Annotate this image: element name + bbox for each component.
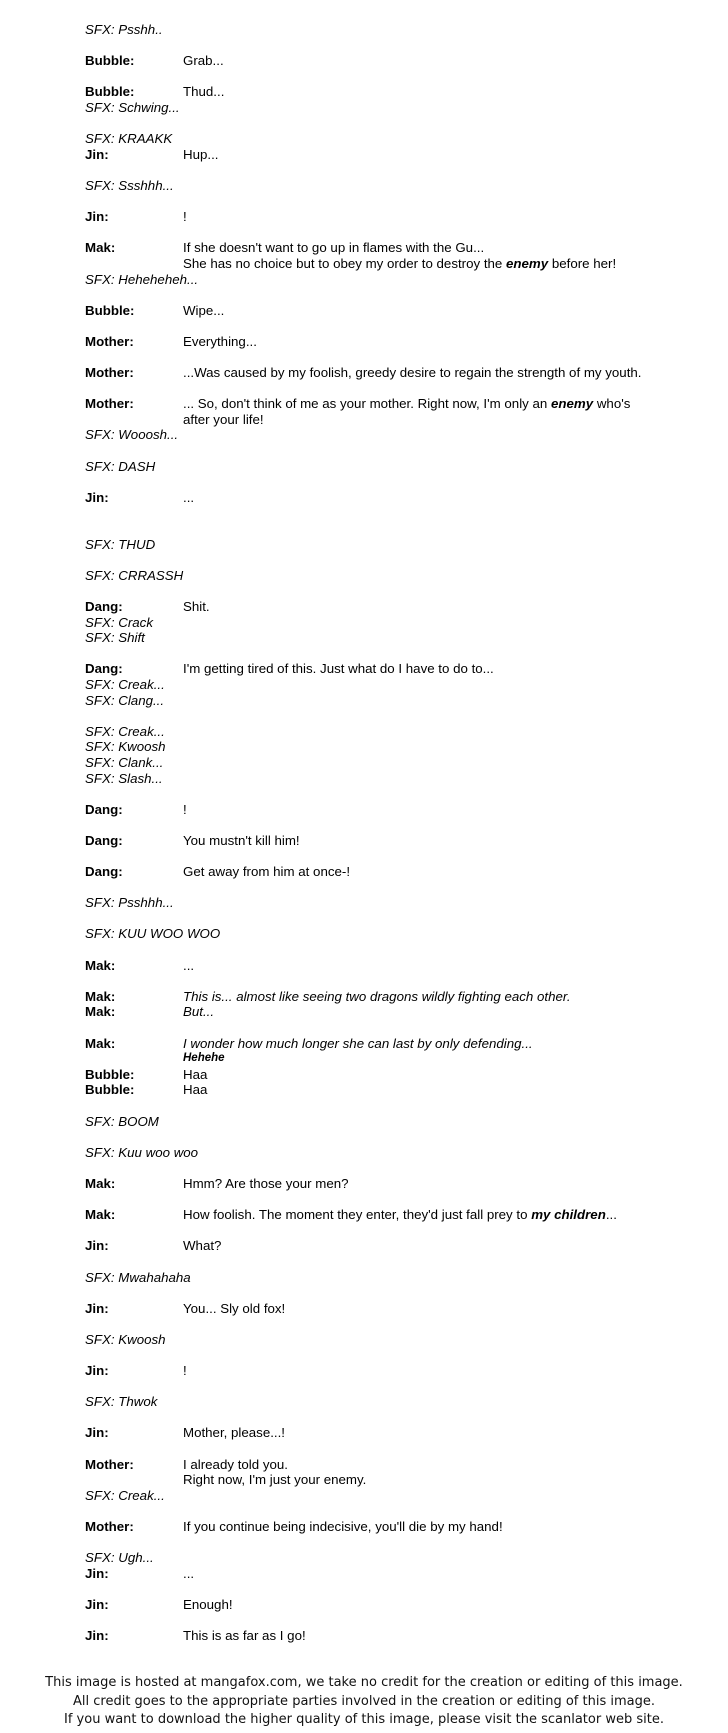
speaker: Dang: <box>85 864 123 880</box>
speaker: Mak: <box>85 240 116 256</box>
disclaimer-line: This image is hosted at mangafox.com, we take no credit for the creation or editing of this image. <box>45 1675 683 1690</box>
dialogue-text: I wonder how much longer she can last by only defending... <box>183 1035 533 1051</box>
speaker: Bubble: <box>85 1066 135 1082</box>
dialogue-text: If she doesn't want to go up in flames with the Gu... <box>183 240 485 256</box>
speaker: Mak: <box>85 988 116 1004</box>
dialogue-line <box>85 989 705 1005</box>
dialogue-line <box>85 864 705 880</box>
dialogue-text <box>183 1207 617 1223</box>
speaker: Bubble: <box>85 1082 135 1098</box>
dialogue-line <box>85 1176 705 1192</box>
speaker: Mak: <box>85 1035 116 1051</box>
speaker: Jin: <box>85 1238 109 1254</box>
sfx-line <box>85 131 705 147</box>
speaker: Dang: <box>85 661 123 677</box>
sfx-text: SFX: Slash... <box>85 770 163 786</box>
speaker: Dang: <box>85 832 123 848</box>
sfx-text: SFX: Crack <box>85 614 153 630</box>
dialogue-text: Mother, please...! <box>183 1425 285 1441</box>
dialogue-line <box>85 661 705 677</box>
laugh-text: Hehehe <box>183 1052 225 1065</box>
dialogue-line <box>85 1238 705 1254</box>
sfx-text: SFX: Kuu woo woo <box>85 1144 199 1160</box>
speaker: Jin: <box>85 1300 109 1316</box>
sfx-text: SFX: Clank... <box>85 754 164 770</box>
dialogue-line <box>85 1457 705 1473</box>
sfx-text: SFX: Psshhh... <box>85 895 174 911</box>
dialogue-line <box>85 396 705 412</box>
sfx-line <box>85 459 705 475</box>
sfx-text: SFX: CRRASSH <box>85 567 184 583</box>
dialogue-text: ! <box>183 1363 187 1379</box>
speaker: Mother: <box>85 396 134 412</box>
speaker: Jin: <box>85 1565 109 1581</box>
sfx-line <box>85 926 705 942</box>
dialogue-text: Hup... <box>183 146 219 162</box>
dialogue-line <box>85 209 705 225</box>
sfx-text: SFX: Kwoosh <box>85 1331 166 1347</box>
speaker: Mother: <box>85 1519 134 1534</box>
dialogue-text: ...Was caused by my foolish, greedy desire to regain the strength of my youth. <box>183 365 642 381</box>
dialogue-line <box>85 1519 705 1535</box>
sfx-line <box>85 1332 705 1348</box>
speaker: Jin: <box>85 1596 109 1612</box>
dialogue-text: ... <box>183 1565 195 1581</box>
dialogue-text: You... Sly old fox! <box>183 1300 286 1316</box>
dialogue-line <box>85 53 705 69</box>
dialogue-line <box>85 1363 705 1379</box>
dialogue-text: ! <box>183 801 187 817</box>
script-transcript <box>85 22 705 1644</box>
dialogue-text: Enough! <box>183 1596 233 1612</box>
sfx-line <box>85 895 705 911</box>
dialogue-line <box>85 1301 705 1317</box>
disclaimer-line: All credit goes to the appropriate parties involved in the creation or editing of this image. <box>73 1693 655 1709</box>
sfx-text: SFX: Ssshhh... <box>85 177 174 193</box>
dialogue-text: ... <box>183 957 195 973</box>
dialogue-line <box>85 147 705 163</box>
speaker: Dang: <box>85 801 123 817</box>
sfx-text: SFX: Psshh.. <box>85 22 163 37</box>
dialogue-text: Haa <box>183 1066 208 1082</box>
sfx-line <box>85 693 705 709</box>
speaker: Jin: <box>85 1363 109 1379</box>
sfx-line <box>85 1114 705 1130</box>
speaker: Jin: <box>85 209 109 225</box>
sfx-line <box>85 22 705 38</box>
dialogue-text: Thud... <box>183 84 225 100</box>
dialogue-line <box>85 1036 705 1052</box>
speaker: Mak: <box>85 1004 116 1020</box>
sfx-text: SFX: Creak... <box>85 1487 165 1503</box>
sfx-line <box>85 755 705 771</box>
dialogue-text: I'm getting tired of this. Just what do I have to do to... <box>183 661 494 677</box>
dialogue-line <box>85 1628 705 1644</box>
sfx-line <box>85 630 705 646</box>
dialogue-text: ! <box>183 209 187 225</box>
sfx-text: SFX: Mwahahaha <box>85 1269 191 1285</box>
dialogue-line <box>85 958 705 974</box>
dialogue-continuation <box>85 412 705 428</box>
dialogue-line <box>85 84 705 100</box>
dialogue-line <box>85 1566 705 1582</box>
dialogue-text: What? <box>183 1238 222 1254</box>
sfx-text: SFX: Wooosh... <box>85 427 179 443</box>
sfx-text: SFX: Thwok <box>85 1394 158 1410</box>
dialogue-text: Everything... <box>183 333 257 349</box>
dialogue-text: ... <box>183 489 195 505</box>
dialogue-text <box>183 256 616 272</box>
sfx-line <box>85 1550 705 1566</box>
sfx-line <box>85 100 705 116</box>
sfx-line <box>85 537 705 553</box>
dialogue-line <box>85 833 705 849</box>
sfx-line <box>85 724 705 740</box>
dialogue-segment: ... So, don't think of me as your mother. Right now, I'm only an <box>183 396 551 412</box>
sfx-line <box>85 568 705 584</box>
dialogue-text: Wipe... <box>183 302 225 318</box>
dialogue-line <box>85 1067 705 1083</box>
sfx-line <box>85 272 705 288</box>
speaker: Bubble: <box>85 53 135 69</box>
dialogue-line <box>85 303 705 319</box>
sfx-text: SFX: Heheheheh... <box>85 271 199 287</box>
sfx-line <box>85 1145 705 1161</box>
dialogue-line <box>85 1597 705 1613</box>
emphasis-text: my children <box>531 1207 606 1223</box>
dialogue-segment: ... <box>605 1207 617 1223</box>
disclaimer-line: If you want to download the higher quality of this image, please visit the scanlator web site. <box>64 1712 664 1728</box>
dialogue-text: Right now, I'm just your enemy. <box>183 1472 367 1488</box>
dialogue-text: Get away from him at once-! <box>183 864 351 880</box>
dialogue-text: This is... almost like seeing two dragons wildly fighting each other. <box>183 988 571 1004</box>
dialogue-segment: How foolish. The moment they enter, they'd just fall prey to <box>183 1207 532 1223</box>
dialogue-text: If you continue being indecisive, you'll die by my hand! <box>183 1519 503 1534</box>
speaker: Mother: <box>85 333 134 349</box>
dialogue-line <box>85 1207 705 1223</box>
dialogue-text <box>183 396 630 412</box>
sfx-text: SFX: DASH <box>85 458 156 474</box>
sfx-line <box>85 739 705 755</box>
speaker: Jin: <box>85 1425 109 1441</box>
speaker: Jin: <box>85 489 109 505</box>
sfx-line <box>85 427 705 443</box>
sfx-text: SFX: BOOM <box>85 1113 159 1129</box>
dialogue-text: But... <box>183 1004 215 1020</box>
sfx-line <box>85 178 705 194</box>
sfx-text: SFX: Kwoosh <box>85 739 166 755</box>
sfx-line <box>85 1394 705 1410</box>
sfx-line <box>85 677 705 693</box>
hosting-disclaimer <box>0 1674 728 1730</box>
sfx-text: SFX: KUU WOO WOO <box>85 926 221 942</box>
speaker: Jin: <box>85 146 109 162</box>
dialogue-line <box>85 240 705 256</box>
dialogue-text: Grab... <box>183 53 224 69</box>
speaker: Mother: <box>85 365 134 381</box>
dialogue-text: Shit. <box>183 598 210 614</box>
sfx-text: SFX: Creak... <box>85 676 165 692</box>
sfx-text: SFX: Shift <box>85 630 145 646</box>
dialogue-continuation <box>85 1472 705 1488</box>
sfx-text: SFX: THUD <box>85 536 156 552</box>
sfx-text: SFX: Creak... <box>85 723 165 739</box>
speaker: Mak: <box>85 1207 116 1223</box>
dialogue-line <box>85 1004 705 1020</box>
sfx-text: SFX: Clang... <box>85 692 165 708</box>
sfx-text: SFX: Schwing... <box>85 99 180 115</box>
dialogue-line <box>85 490 705 506</box>
dialogue-continuation <box>85 1051 705 1067</box>
dialogue-line <box>85 1425 705 1441</box>
dialogue-text: Hmm? Are those your men? <box>183 1175 349 1191</box>
sfx-line <box>85 1270 705 1286</box>
emphasis-text: enemy <box>506 255 549 271</box>
speaker: Dang: <box>85 598 123 614</box>
dialogue-segment: before her! <box>548 255 617 271</box>
dialogue-continuation <box>85 256 705 272</box>
dialogue-text: after your life! <box>183 411 264 427</box>
dialogue-segment: She has no choice but to obey my order to destroy the <box>183 255 507 271</box>
sfx-line <box>85 1488 705 1504</box>
speaker: Mak: <box>85 957 116 973</box>
dialogue-line <box>85 802 705 818</box>
emphasis-text: enemy <box>550 396 594 412</box>
speaker: Mother: <box>85 1456 134 1472</box>
sfx-line <box>85 615 705 631</box>
sfx-text: SFX: KRAAKK <box>85 131 173 147</box>
dialogue-text: This is as far as I go! <box>183 1628 306 1644</box>
dialogue-text: Haa <box>183 1082 208 1098</box>
dialogue-text: I already told you. <box>183 1456 288 1472</box>
dialogue-line <box>85 334 705 350</box>
speaker: Bubble: <box>85 84 135 100</box>
speaker: Bubble: <box>85 302 135 318</box>
sfx-line <box>85 771 705 787</box>
speaker: Mak: <box>85 1175 116 1191</box>
sfx-text: SFX: Ugh... <box>85 1550 154 1566</box>
dialogue-line <box>85 599 705 615</box>
dialogue-segment: who's <box>593 396 631 412</box>
dialogue-line <box>85 365 705 381</box>
speaker: Jin: <box>85 1628 109 1644</box>
dialogue-line <box>85 1082 705 1098</box>
dialogue-text: You mustn't kill him! <box>183 832 300 848</box>
